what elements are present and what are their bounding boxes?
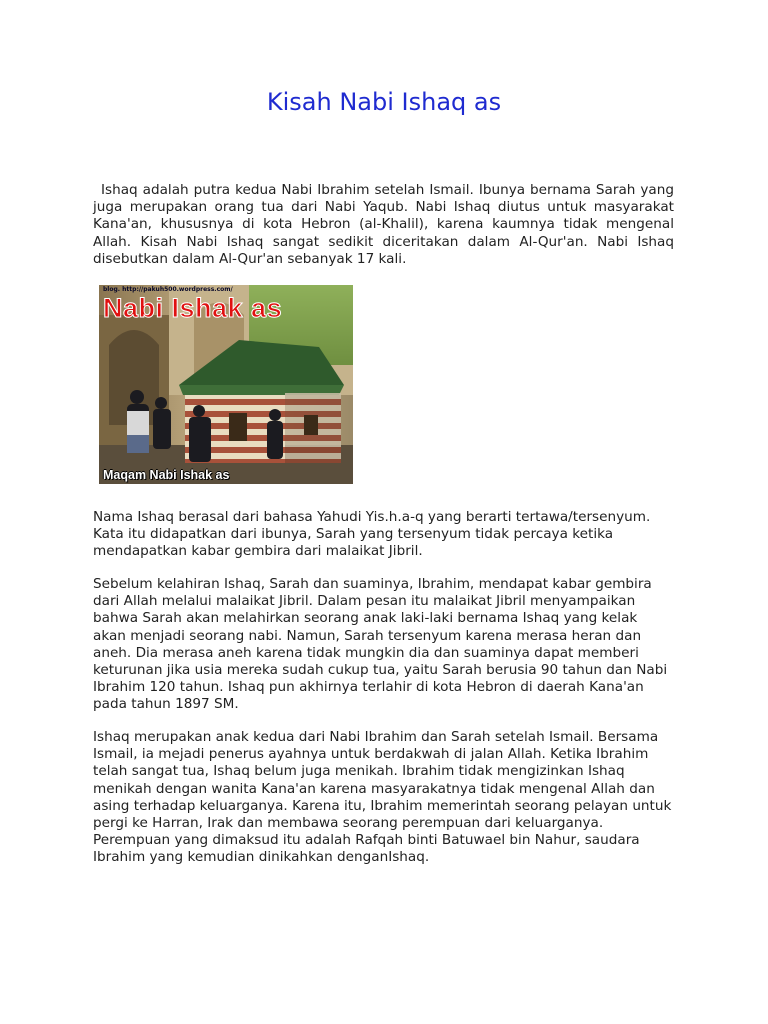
photo-source-url: blog. http://pakuh500.wordpress.com/ xyxy=(103,286,233,293)
page-title: Kisah Nabi Ishaq as xyxy=(266,88,502,116)
paragraph-birth: Sebelum kelahiran Ishaq, Sarah dan suaminya, Ibrahim, mendapat kabar gembira dari Allah melalui malaikat Jibril. Dalam pesan itu malaikat Jibril menyampaikan bahwa Sarah akan melahirkan seorang anak laki-laki bernama Ishaq yang kelak akan menjadi seorang nabi. Namun, Sarah tersenyum karena merasa heran dan aneh. Dia merasa aneh karena tidak mungkin dia dan suaminya dapat memberi keturunan jika usia mereka sudah cukup tua, yaitu Sarah berusia 90 tahun dan Nabi Ibrahim 120 tahun. Ishaq pun akhirnya terlahir di kota Hebron di daerah Kana'an pada tahun 1897 SM. xyxy=(93,576,668,713)
photo-caption: Maqam Nabi Ishak as xyxy=(103,468,230,482)
tomb-photo xyxy=(99,285,353,484)
photo-overlay-title: Nabi Ishak as xyxy=(103,293,283,323)
paragraph-marriage: Ishaq merupakan anak kedua dari Nabi Ibrahim dan Sarah setelah Ismail. Bersama Ismail, ia mejadi penerus ayahnya untuk berdakwah di jalan Allah. Ketika Ibrahim telah sangat tua, Ishaq belum juga menikah. Ibrahim tidak mengizinkan Ishaq menikah dengan wanita Kana'an karena masyarakatnya tidak mengenal Allah dan asing terhadap keluarganya. Karena itu, Ibrahim memerintah seorang pelayan untuk pergi ke Harran, Irak dan membawa seorang perempuan dari keluarganya. Perempuan yang dimaksud itu adalah Rafqah binti Batuwael bin Nahur, saudara Ibrahim yang kemudian dinikahkan denganIshaq. xyxy=(93,729,672,866)
paragraph-name-origin: Nama Ishaq berasal dari bahasa Yahudi Yis.h.a-q yang berarti tertawa/tersenyum. Kata itu didapatkan dari ibunya, Sarah yang tersenyum tidak percaya ketika mendapatkan kabar gembira dari malaikat Jibril. xyxy=(93,509,651,560)
paragraph-intro: Ishaq adalah putra kedua Nabi Ibrahim setelah Ismail. Ibunya bernama Sarah yang juga merupakan orang tua dari Nabi Yaqub. Nabi Ishaq diutus untuk masyarakat Kana'an, khususnya di kota Hebron (al-Khalil), karena kaumnya tidak mengenal Allah. Kisah Nabi Ishaq sangat sedikit diceritakan dalam Al-Qur'an. Nabi Ishaq disebutkan dalam Al-Qur'an sebanyak 17 kali. xyxy=(93,182,674,267)
